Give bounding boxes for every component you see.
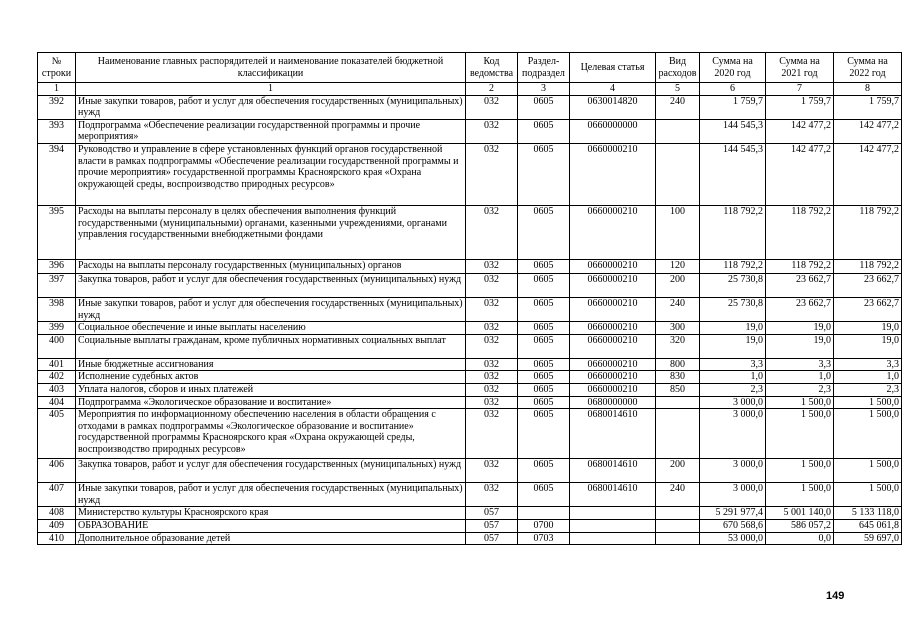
- budget-table: [37, 52, 902, 545]
- row-section: 0605: [518, 273, 570, 297]
- row-number: 396: [38, 259, 76, 273]
- row-sum-2021: 1 500,0: [766, 396, 834, 409]
- row-expense-type: 100: [656, 205, 700, 259]
- row-sum-2020: 25 730,8: [700, 273, 766, 297]
- header-dept-code: Код ведомства: [466, 53, 518, 83]
- row-section: 0605: [518, 95, 570, 119]
- header-row-number: № строки: [38, 53, 76, 83]
- row-number: 406: [38, 459, 76, 483]
- row-sum-2020: 3 000,0: [700, 396, 766, 409]
- table-row: [38, 358, 902, 371]
- header-target: Целевая статья: [570, 53, 656, 83]
- row-expense-type: 850: [656, 383, 700, 396]
- row-name: ОБРАЗОВАНИЕ: [76, 519, 466, 532]
- row-sum-2022: 59 697,0: [834, 532, 902, 545]
- row-section: 0605: [518, 297, 570, 321]
- row-expense-type: 240: [656, 95, 700, 119]
- row-dept-code: 032: [466, 358, 518, 371]
- row-name: Исполнение судебных актов: [76, 371, 466, 384]
- row-dept-code: 032: [466, 297, 518, 321]
- row-number: 407: [38, 483, 76, 507]
- row-sum-2021: 3,3: [766, 358, 834, 371]
- table-row: [38, 205, 902, 259]
- row-section: 0700: [518, 519, 570, 532]
- row-sum-2021: 23 662,7: [766, 273, 834, 297]
- row-section: 0605: [518, 383, 570, 396]
- table-row: [38, 507, 902, 520]
- row-section: 0605: [518, 358, 570, 371]
- row-sum-2022: 1 500,0: [834, 459, 902, 483]
- row-number: 397: [38, 273, 76, 297]
- row-dept-code: 032: [466, 322, 518, 335]
- table-row: [38, 371, 902, 384]
- row-target: 0680014610: [570, 483, 656, 507]
- row-sum-2022: 645 061,8: [834, 519, 902, 532]
- row-sum-2020: 3 000,0: [700, 483, 766, 507]
- row-sum-2022: 142 477,2: [834, 143, 902, 205]
- row-sum-2021: 1 500,0: [766, 409, 834, 459]
- row-dept-code: 032: [466, 383, 518, 396]
- row-expense-type: 200: [656, 273, 700, 297]
- row-dept-code: 032: [466, 334, 518, 358]
- row-name: Расходы на выплаты персоналу в целях обеспечения выполнения функций государственными (муниципальными) органами, казенными учреждениями, органами управления государственными внебюджетными фондами: [76, 205, 466, 259]
- row-name: Мероприятия по информационному обеспечению населения в области обращения с отходами в рамках подпрограммы «Экологическое образование и воспитание» государственной программы Красноярского края «Охрана окружающей среды, воспроизводство природных ресурсов»: [76, 409, 466, 459]
- row-dept-code: 032: [466, 259, 518, 273]
- row-sum-2022: 118 792,2: [834, 259, 902, 273]
- row-dept-code: 032: [466, 409, 518, 459]
- row-name: Подпрограмма «Обеспечение реализации государственной программы и прочие мероприятия»: [76, 119, 466, 143]
- row-name: Социальные выплаты гражданам, кроме публичных нормативных социальных выплат: [76, 334, 466, 358]
- row-sum-2022: 3,3: [834, 358, 902, 371]
- row-sum-2020: 3 000,0: [700, 459, 766, 483]
- row-name: Министерство культуры Красноярского края: [76, 507, 466, 520]
- row-section: 0605: [518, 322, 570, 335]
- row-sum-2020: 19,0: [700, 322, 766, 335]
- row-dept-code: 057: [466, 519, 518, 532]
- row-dept-code: 032: [466, 119, 518, 143]
- column-number: 1: [76, 83, 466, 96]
- row-section: 0605: [518, 119, 570, 143]
- row-sum-2022: 23 662,7: [834, 273, 902, 297]
- row-target: 0660000000: [570, 119, 656, 143]
- row-name: Иные закупки товаров, работ и услуг для обеспечения государственных (муниципальных) нужд: [76, 95, 466, 119]
- row-expense-type: [656, 409, 700, 459]
- row-number: 398: [38, 297, 76, 321]
- column-number: 8: [834, 83, 902, 96]
- row-target: [570, 519, 656, 532]
- row-dept-code: 032: [466, 396, 518, 409]
- header-sum-2021: Сумма на 2021 год: [766, 53, 834, 83]
- row-sum-2020: 19,0: [700, 334, 766, 358]
- row-expense-type: 240: [656, 483, 700, 507]
- row-name: Дополнительное образование детей: [76, 532, 466, 545]
- row-number: 395: [38, 205, 76, 259]
- row-sum-2022: 19,0: [834, 334, 902, 358]
- row-dept-code: 032: [466, 483, 518, 507]
- table-row: [38, 532, 902, 545]
- row-dept-code: 032: [466, 95, 518, 119]
- row-name: Иные закупки товаров, работ и услуг для обеспечения государственных (муниципальных) нужд: [76, 483, 466, 507]
- row-expense-type: 800: [656, 358, 700, 371]
- row-dept-code: 032: [466, 459, 518, 483]
- row-section: 0703: [518, 532, 570, 545]
- row-target: 0660000210: [570, 297, 656, 321]
- table-row: [38, 143, 902, 205]
- row-dept-code: 057: [466, 507, 518, 520]
- table-row: [38, 459, 902, 483]
- row-sum-2022: 1 500,0: [834, 396, 902, 409]
- row-expense-type: 240: [656, 297, 700, 321]
- row-sum-2021: 23 662,7: [766, 297, 834, 321]
- row-target: 0660000210: [570, 259, 656, 273]
- table-row: [38, 297, 902, 321]
- column-number: 2: [466, 83, 518, 96]
- row-section: 0605: [518, 409, 570, 459]
- row-number: 394: [38, 143, 76, 205]
- row-name: Социальное обеспечение и иные выплаты населению: [76, 322, 466, 335]
- row-number: 403: [38, 383, 76, 396]
- column-number: 3: [518, 83, 570, 96]
- row-sum-2020: 118 792,2: [700, 259, 766, 273]
- row-target: 0660000210: [570, 371, 656, 384]
- header-section: Раздел-подраздел: [518, 53, 570, 83]
- row-expense-type: 120: [656, 259, 700, 273]
- header-sum-2020: Сумма на 2020 год: [700, 53, 766, 83]
- row-expense-type: [656, 119, 700, 143]
- row-target: 0660000210: [570, 322, 656, 335]
- row-section: 0605: [518, 259, 570, 273]
- row-name: Иные бюджетные ассигнования: [76, 358, 466, 371]
- row-sum-2021: 19,0: [766, 334, 834, 358]
- row-sum-2020: 1,0: [700, 371, 766, 384]
- row-name: Иные закупки товаров, работ и услуг для обеспечения государственных (муниципальных) нужд: [76, 297, 466, 321]
- row-number: 393: [38, 119, 76, 143]
- column-number: 4: [570, 83, 656, 96]
- row-expense-type: 830: [656, 371, 700, 384]
- row-expense-type: [656, 507, 700, 520]
- row-section: 0605: [518, 483, 570, 507]
- row-number: 404: [38, 396, 76, 409]
- table-row: [38, 322, 902, 335]
- row-sum-2022: 5 133 118,0: [834, 507, 902, 520]
- row-number: 400: [38, 334, 76, 358]
- row-target: 0660000210: [570, 358, 656, 371]
- row-section: 0605: [518, 371, 570, 384]
- row-sum-2020: 144 545,3: [700, 119, 766, 143]
- row-dept-code: 032: [466, 371, 518, 384]
- row-number: 399: [38, 322, 76, 335]
- row-name: Уплата налогов, сборов и иных платежей: [76, 383, 466, 396]
- row-target: 0660000210: [570, 273, 656, 297]
- column-number: 6: [700, 83, 766, 96]
- row-target: 0630014820: [570, 95, 656, 119]
- row-target: 0680000000: [570, 396, 656, 409]
- row-name: Подпрограмма «Экологическое образование и воспитание»: [76, 396, 466, 409]
- row-target: 0660000210: [570, 334, 656, 358]
- row-sum-2020: 118 792,2: [700, 205, 766, 259]
- row-target: 0660000210: [570, 383, 656, 396]
- column-number: 5: [656, 83, 700, 96]
- row-sum-2020: 3 000,0: [700, 409, 766, 459]
- row-expense-type: [656, 532, 700, 545]
- row-target: 0660000210: [570, 143, 656, 205]
- row-expense-type: 200: [656, 459, 700, 483]
- row-target: 0680014610: [570, 409, 656, 459]
- header-expense-type: Вид расходов: [656, 53, 700, 83]
- row-sum-2021: 19,0: [766, 322, 834, 335]
- row-target: [570, 507, 656, 520]
- row-sum-2022: 1 500,0: [834, 409, 902, 459]
- row-sum-2021: 1,0: [766, 371, 834, 384]
- row-dept-code: 032: [466, 143, 518, 205]
- row-sum-2022: 2,3: [834, 383, 902, 396]
- row-dept-code: 032: [466, 205, 518, 259]
- row-number: 392: [38, 95, 76, 119]
- page-number: 149: [826, 590, 845, 602]
- row-name: Руководство и управление в сфере установленных функций органов государственной власти в рамках подпрограммы «Обеспечение реализации государственной программы и прочие мероприятия» государственной программы Красноярского края «Охрана окружающей среды, воспроизводство природных ресурсов»: [76, 143, 466, 205]
- row-sum-2021: 142 477,2: [766, 119, 834, 143]
- row-sum-2020: 53 000,0: [700, 532, 766, 545]
- row-section: 0605: [518, 205, 570, 259]
- row-name: Закупка товаров, работ и услуг для обеспечения государственных (муниципальных) нужд: [76, 273, 466, 297]
- row-sum-2020: 2,3: [700, 383, 766, 396]
- row-sum-2021: 1 500,0: [766, 459, 834, 483]
- table-row: [38, 273, 902, 297]
- row-target: [570, 532, 656, 545]
- row-dept-code: 057: [466, 532, 518, 545]
- row-sum-2022: 23 662,7: [834, 297, 902, 321]
- row-name: Закупка товаров, работ и услуг для обеспечения государственных (муниципальных) нужд: [76, 459, 466, 483]
- row-sum-2022: 1,0: [834, 371, 902, 384]
- column-number-row: [38, 83, 902, 96]
- table-row: [38, 119, 902, 143]
- column-number: 1: [38, 83, 76, 96]
- table-body: [38, 95, 902, 545]
- row-section: 0605: [518, 396, 570, 409]
- row-sum-2021: 0,0: [766, 532, 834, 545]
- row-sum-2020: 5 291 977,4: [700, 507, 766, 520]
- row-sum-2021: 1 500,0: [766, 483, 834, 507]
- row-section: 0605: [518, 459, 570, 483]
- table-row: [38, 483, 902, 507]
- table-row: [38, 259, 902, 273]
- row-sum-2022: 1 759,7: [834, 95, 902, 119]
- row-sum-2020: 1 759,7: [700, 95, 766, 119]
- row-section: 0605: [518, 143, 570, 205]
- table-row: [38, 334, 902, 358]
- table-row: [38, 519, 902, 532]
- row-sum-2021: 142 477,2: [766, 143, 834, 205]
- row-sum-2021: 118 792,2: [766, 259, 834, 273]
- row-sum-2021: 5 001 140,0: [766, 507, 834, 520]
- row-dept-code: 032: [466, 273, 518, 297]
- row-name: Расходы на выплаты персоналу государственных (муниципальных) органов: [76, 259, 466, 273]
- row-sum-2020: 144 545,3: [700, 143, 766, 205]
- row-expense-type: [656, 143, 700, 205]
- row-number: 405: [38, 409, 76, 459]
- row-sum-2020: 25 730,8: [700, 297, 766, 321]
- row-sum-2022: 19,0: [834, 322, 902, 335]
- row-sum-2021: 118 792,2: [766, 205, 834, 259]
- row-sum-2022: 118 792,2: [834, 205, 902, 259]
- header-sum-2022: Сумма на 2022 год: [834, 53, 902, 83]
- row-sum-2022: 1 500,0: [834, 483, 902, 507]
- row-number: 410: [38, 532, 76, 545]
- row-target: 0660000210: [570, 205, 656, 259]
- row-number: 402: [38, 371, 76, 384]
- row-sum-2021: 1 759,7: [766, 95, 834, 119]
- row-number: 401: [38, 358, 76, 371]
- row-section: 0605: [518, 334, 570, 358]
- table-row: [38, 396, 902, 409]
- row-number: 409: [38, 519, 76, 532]
- header-row: [38, 53, 902, 83]
- row-expense-type: 320: [656, 334, 700, 358]
- row-sum-2022: 142 477,2: [834, 119, 902, 143]
- header-name: Наименование главных распорядителей и наименование показателей бюджетной классификации: [76, 53, 466, 83]
- row-expense-type: [656, 396, 700, 409]
- row-number: 408: [38, 507, 76, 520]
- table-row: [38, 383, 902, 396]
- row-sum-2021: 586 057,2: [766, 519, 834, 532]
- row-sum-2020: 670 568,6: [700, 519, 766, 532]
- table-row: [38, 409, 902, 459]
- row-expense-type: [656, 519, 700, 532]
- column-number: 7: [766, 83, 834, 96]
- row-target: 0680014610: [570, 459, 656, 483]
- table-row: [38, 95, 902, 119]
- row-section: [518, 507, 570, 520]
- row-sum-2020: 3,3: [700, 358, 766, 371]
- row-expense-type: 300: [656, 322, 700, 335]
- row-sum-2021: 2,3: [766, 383, 834, 396]
